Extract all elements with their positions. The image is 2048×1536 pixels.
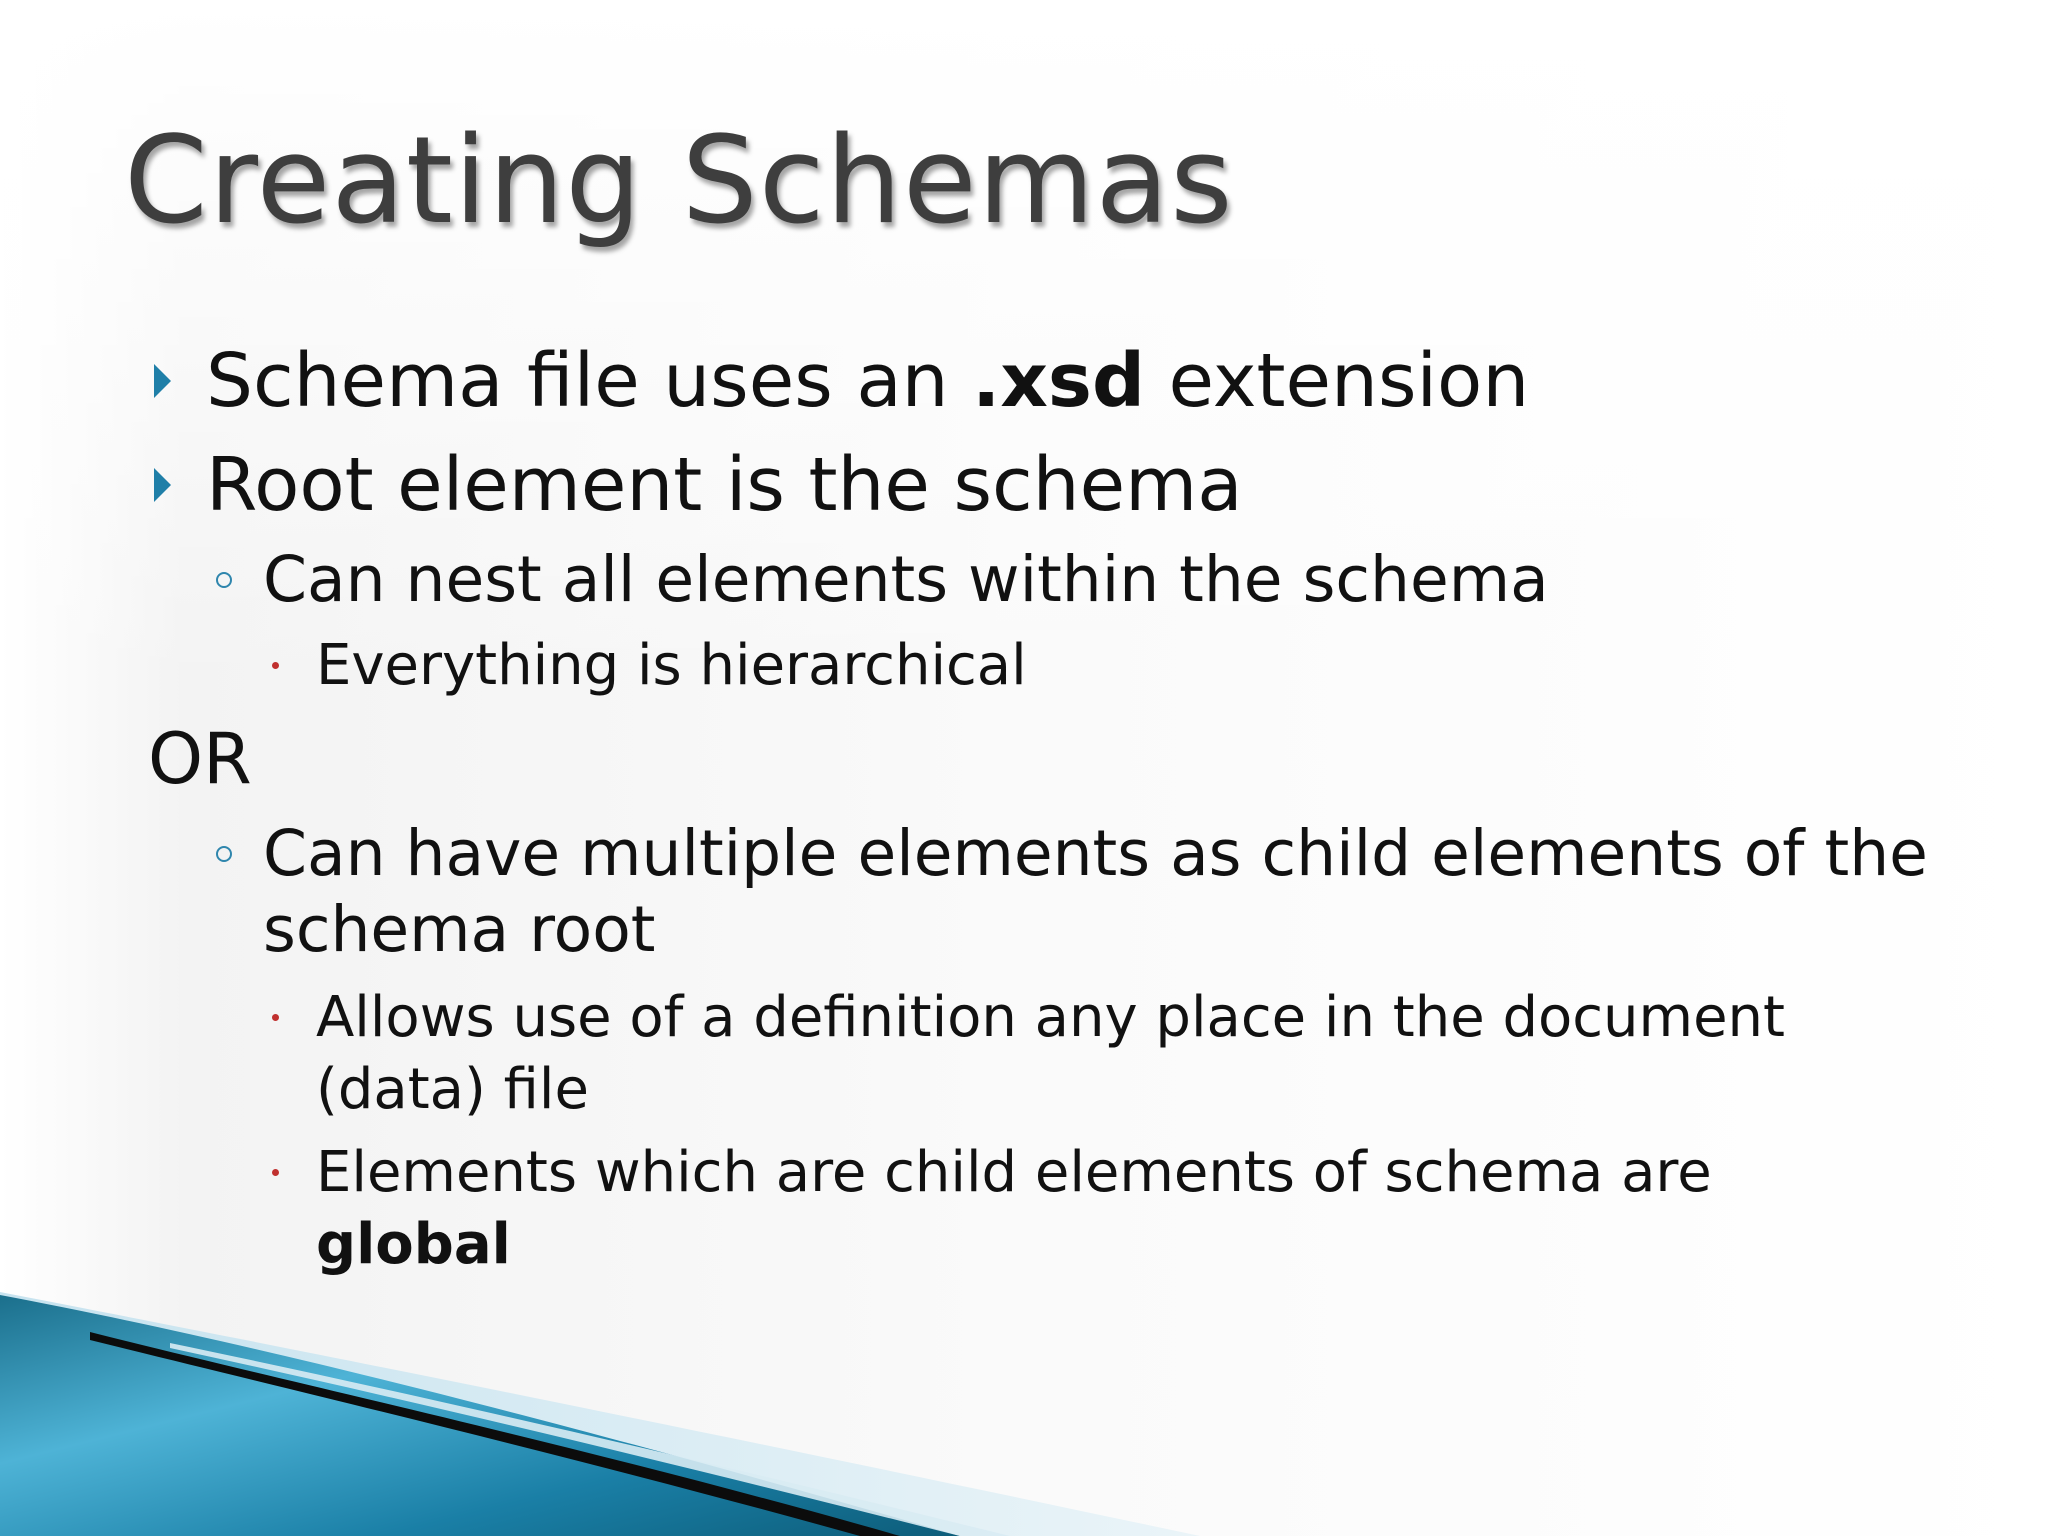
triangle-bullet-icon xyxy=(154,468,171,502)
bullet-text: extension xyxy=(1144,338,1530,424)
or-separator: OR xyxy=(148,718,252,800)
dot-bullet-icon xyxy=(272,1014,279,1021)
sub-sub-bullet-global-line1: Elements which are child elements of schema are xyxy=(316,1140,1712,1205)
circle-bullet-icon xyxy=(216,572,232,588)
bullet-xsd-extension xyxy=(206,336,1529,426)
circle-bullet-icon xyxy=(216,846,232,862)
sub-sub-bullet-definition-line2: (data) file xyxy=(316,1057,589,1122)
bullet-bold-text: .xsd xyxy=(972,338,1145,424)
bullet-bold-text: global xyxy=(316,1212,511,1277)
dot-bullet-icon xyxy=(272,1169,279,1176)
sub-bullet-multiple-elements-line2: schema root xyxy=(263,893,656,966)
dot-bullet-icon xyxy=(272,662,279,669)
sub-bullet-nest-elements: Can nest all elements within the schema xyxy=(263,543,1549,616)
sub-bullet-multiple-elements-line1: Can have multiple elements as child elements of the xyxy=(263,817,1928,890)
sub-sub-bullet-hierarchical: Everything is hierarchical xyxy=(316,633,1027,698)
triangle-bullet-icon xyxy=(154,364,171,398)
sub-sub-bullet-global-line2 xyxy=(316,1210,511,1280)
slide-title: Creating Schemas xyxy=(124,112,1234,251)
sub-sub-bullet-definition-line1: Allows use of a definition any place in the document xyxy=(316,985,1785,1050)
bullet-root-element: Root element is the schema xyxy=(206,442,1243,528)
bullet-text: Schema file uses an xyxy=(206,338,973,424)
